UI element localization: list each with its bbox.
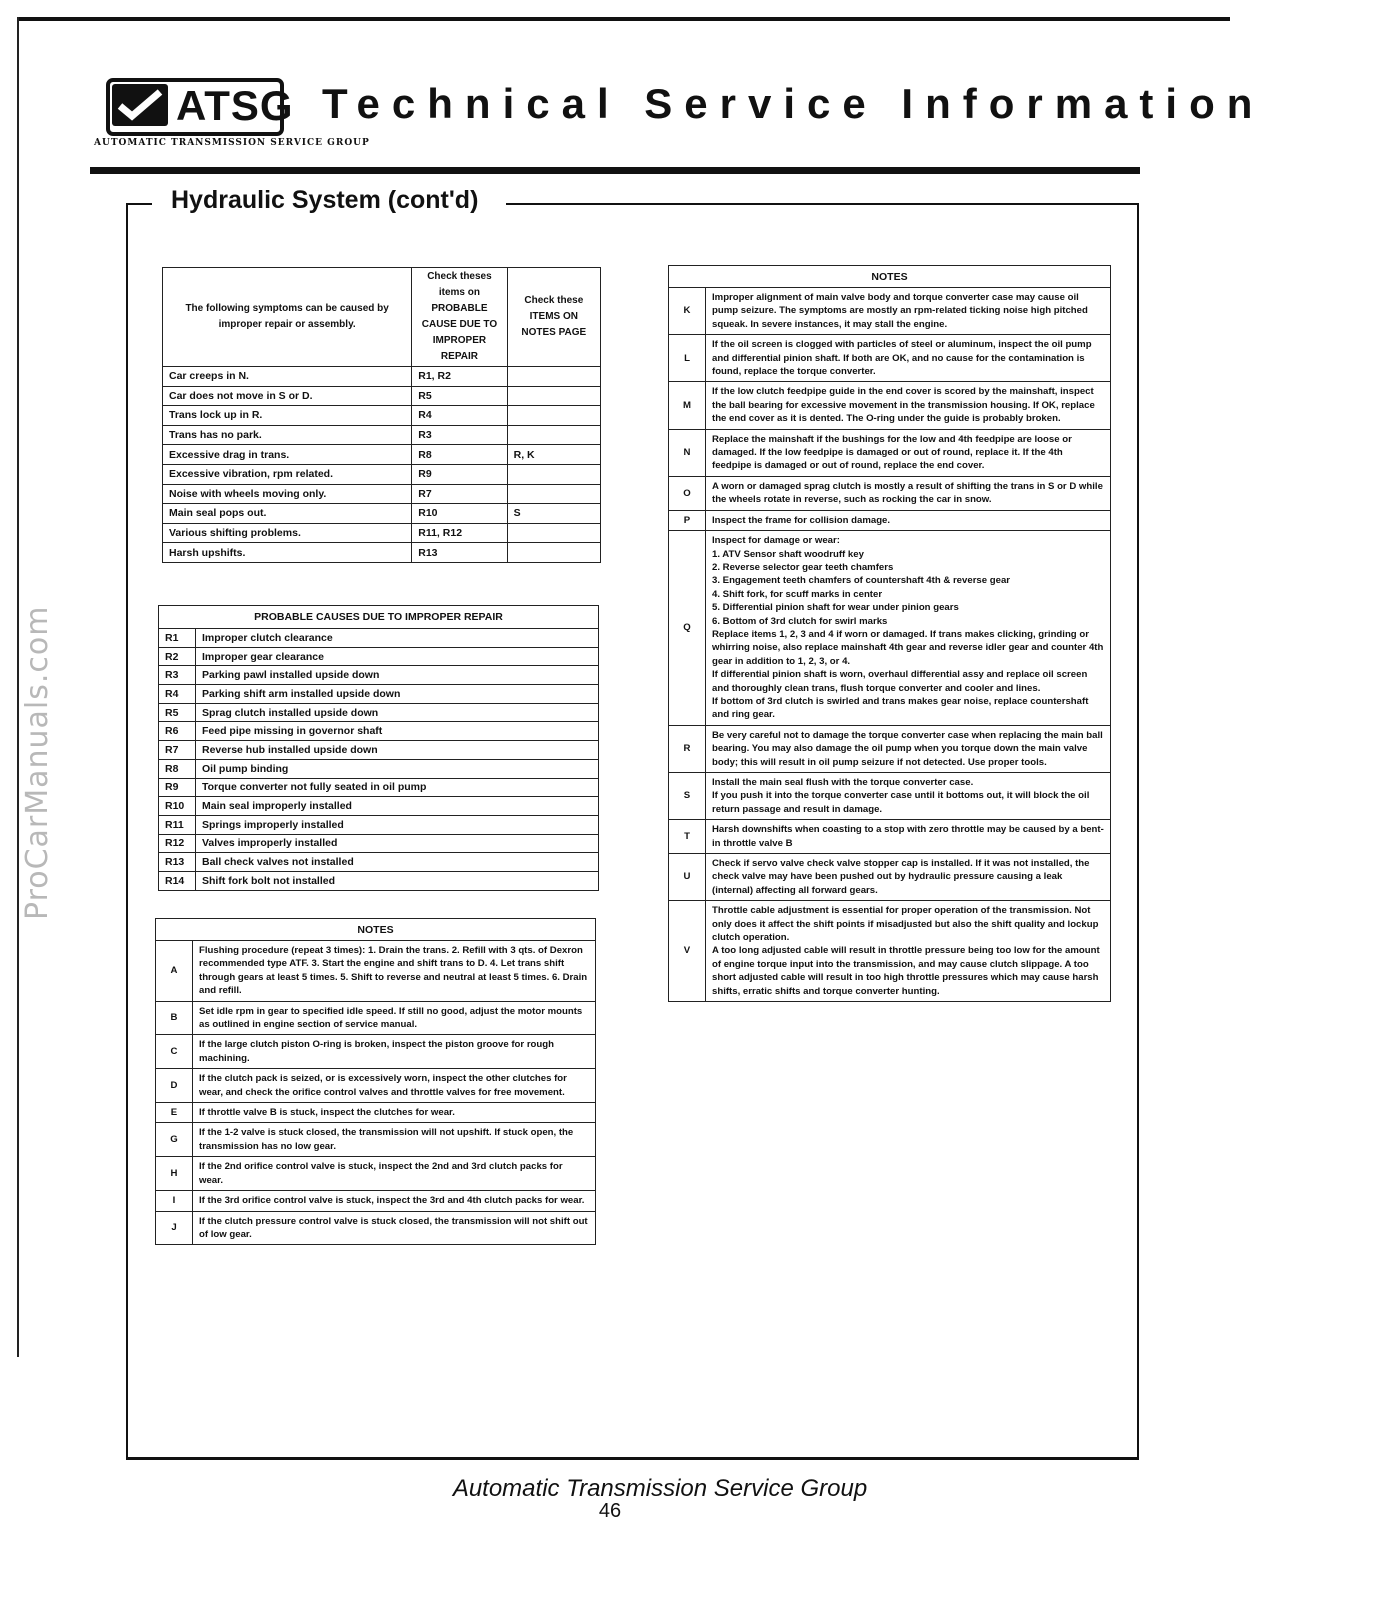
header-rule bbox=[90, 167, 1140, 174]
table-row bbox=[669, 510, 1111, 530]
table-row bbox=[156, 1191, 596, 1211]
note-key: M bbox=[669, 382, 706, 429]
table-row bbox=[669, 429, 1111, 476]
table-row bbox=[163, 504, 601, 524]
cause-code: R3 bbox=[159, 666, 196, 685]
note-text: If the 2nd orifice control valve is stuck, inspect the 2nd and 3rd clutch packs for wear. bbox=[193, 1157, 596, 1191]
note-cell bbox=[507, 425, 600, 445]
cause-code: R7 bbox=[159, 741, 196, 760]
note-text: If the clutch pack is seized, or is excessively worn, inspect the other clutches for wear, and check the orifice control valves and throttle valves for free movement. bbox=[193, 1069, 596, 1103]
cause-cell: R5 bbox=[412, 386, 507, 406]
note-cell bbox=[507, 523, 600, 543]
cause-code: R10 bbox=[159, 797, 196, 816]
note-text: A worn or damaged sprag clutch is mostly a result of shifting the trans in S or D while the wheels rotate in reverse, such as rocking the car in snow. bbox=[706, 476, 1111, 510]
causes-header-row bbox=[159, 606, 599, 629]
cause-code: R14 bbox=[159, 871, 196, 890]
symptom-cell: Excessive drag in trans. bbox=[163, 445, 412, 465]
note-key: A bbox=[156, 941, 193, 1002]
note-key: B bbox=[156, 1001, 193, 1035]
note-line: Throttle cable adjustment is essential for proper operation of the transmission. Not only does it affect the shift points if misadjusted but also the shift quality and lockup clutch operation. bbox=[712, 905, 1099, 944]
table-row bbox=[159, 666, 599, 685]
footer-title: Automatic Transmission Service Group bbox=[452, 1475, 868, 1502]
note-cell bbox=[507, 543, 600, 563]
note-text: Improper alignment of main valve body and torque converter case may cause oil pump seizure. The symptoms are mostly an rpm-related ticking noise high pitched squeak. In severe instances, it may stall the engine. bbox=[706, 288, 1111, 335]
cause-text: Sprag clutch installed upside down bbox=[196, 703, 599, 722]
note-key: P bbox=[669, 510, 706, 530]
note-text: Be very careful not to damage the torque converter case when replacing the main ball bearing. You may also damage the oil pump when you torque down the main valve body; this will result in oil pump seizure if not detected. Use proper tools. bbox=[706, 725, 1111, 772]
note-key: N bbox=[669, 429, 706, 476]
notes-right-table bbox=[668, 265, 1111, 1002]
note-key: C bbox=[156, 1035, 193, 1069]
cause-cell: R1, R2 bbox=[412, 367, 507, 387]
frame-top-rule bbox=[506, 203, 1139, 205]
symptom-cell: Harsh upshifts. bbox=[163, 543, 412, 563]
cause-text: Springs improperly installed bbox=[196, 815, 599, 834]
note-line: Install the main seal flush with the torque converter case. bbox=[712, 777, 974, 788]
note-key: T bbox=[669, 820, 706, 854]
cause-code: R4 bbox=[159, 685, 196, 704]
table-row bbox=[156, 1123, 596, 1157]
table-row bbox=[669, 854, 1111, 901]
note-cell bbox=[507, 406, 600, 426]
note-text: If the large clutch piston O-ring is broken, inspect the piston groove for rough machining. bbox=[193, 1035, 596, 1069]
cause-text: Main seal improperly installed bbox=[196, 797, 599, 816]
section-title: Hydraulic System (cont'd) bbox=[165, 186, 484, 215]
table-row bbox=[669, 773, 1111, 820]
note-cell bbox=[507, 464, 600, 484]
note-key: I bbox=[156, 1191, 193, 1211]
note-key: D bbox=[156, 1069, 193, 1103]
table-row bbox=[159, 778, 599, 797]
notes-left-header-row bbox=[156, 919, 596, 941]
symptom-cell: Trans lock up in R. bbox=[163, 406, 412, 426]
table-row bbox=[159, 815, 599, 834]
checkmark-icon bbox=[112, 84, 168, 126]
page-top-rule bbox=[18, 17, 1230, 21]
note-text: Harsh downshifts when coasting to a stop with zero throttle may be caused by a bent-in throttle valve B bbox=[706, 820, 1111, 854]
cause-text: Ball check valves not installed bbox=[196, 853, 599, 872]
probable-causes-table bbox=[158, 605, 599, 891]
note-text: If throttle valve B is stuck, inspect the clutches for wear. bbox=[193, 1103, 596, 1123]
causes-col-header: Check theses items on PROBABLE CAUSE DUE TO IMPROPER REPAIR bbox=[412, 268, 507, 367]
table-row bbox=[159, 871, 599, 890]
cause-code: R6 bbox=[159, 722, 196, 741]
note-key: L bbox=[669, 335, 706, 382]
notes-left-title: NOTES bbox=[156, 919, 596, 941]
note-key: R bbox=[669, 725, 706, 772]
symptom-cell: Main seal pops out. bbox=[163, 504, 412, 524]
cause-text: Improper gear clearance bbox=[196, 647, 599, 666]
table-row bbox=[159, 759, 599, 778]
note-key: S bbox=[669, 773, 706, 820]
note-line: A too long adjusted cable will result in throttle pressure being too low for the amount of engine torque input into the transmission, and may cause clutch slippage. A too short adjusted cable will result in too high throttle pressures which may cause harsh shifts, erratic shifts and torque converter hunting. bbox=[712, 945, 1100, 997]
note-line: Replace items 1, 2, 3 and 4 if worn or damaged. If trans makes clicking, grinding or whirring noise, also replace mainshaft 4th gear and reverse idler gear and counter 4th gear in addition to 1, 2, 3, or 4. bbox=[712, 628, 1104, 667]
table-row bbox=[163, 425, 601, 445]
table-row bbox=[669, 531, 1111, 726]
cause-cell: R13 bbox=[412, 543, 507, 563]
cause-text: Reverse hub installed upside down bbox=[196, 741, 599, 760]
note-key: U bbox=[669, 854, 706, 901]
notes-left-table bbox=[155, 918, 596, 1245]
table-row bbox=[159, 647, 599, 666]
symptoms-col-header: The following symptoms can be caused by improper repair or assembly. bbox=[163, 268, 412, 367]
logo-subtitle: AUTOMATIC TRANSMISSION SERVICE GROUP bbox=[94, 138, 370, 148]
cause-code: R1 bbox=[159, 629, 196, 648]
note-cell: S bbox=[507, 504, 600, 524]
note-line: 1. ATV Sensor shaft woodruff key bbox=[712, 548, 864, 560]
table-row bbox=[669, 335, 1111, 382]
note-cell bbox=[507, 367, 600, 387]
note-line: 4. Shift fork, for scuff marks in center bbox=[712, 588, 883, 600]
watermark: ProCarManuals.com bbox=[20, 605, 55, 920]
note-text: If the clutch pressure control valve is stuck closed, the transmission will not shift out of low gear. bbox=[193, 1211, 596, 1245]
cause-text: Valves improperly installed bbox=[196, 834, 599, 853]
note-key: J bbox=[156, 1211, 193, 1245]
notes-col-header: Check these ITEMS ON NOTES PAGE bbox=[507, 268, 600, 367]
cause-cell: R8 bbox=[412, 445, 507, 465]
table-row bbox=[669, 382, 1111, 429]
cause-code: R8 bbox=[159, 759, 196, 778]
causes-title: PROBABLE CAUSES DUE TO IMPROPER REPAIR bbox=[159, 606, 599, 629]
table-row bbox=[156, 1211, 596, 1245]
note-text-list bbox=[706, 531, 1111, 726]
note-text: If the oil screen is clogged with particles of steel or aluminum, inspect the oil pump and differential pinion shaft. If both are OK, and no cause for the contamination is found, replace the torque converter. bbox=[706, 335, 1111, 382]
table-row bbox=[163, 367, 601, 387]
note-line: 6. Bottom of 3rd clutch for swirl marks bbox=[712, 615, 888, 627]
cause-text: Oil pump binding bbox=[196, 759, 599, 778]
note-line: If bottom of 3rd clutch is swirled and trans makes gear noise, replace countershaft and ring gear. bbox=[712, 695, 1089, 721]
symptom-cell: Noise with wheels moving only. bbox=[163, 484, 412, 504]
frame-corner-tick bbox=[126, 203, 152, 205]
note-text: Flushing procedure (repeat 3 times): 1. Drain the trans. 2. Refill with 3 qts. of Dexron recommended type ATF. 3. Start the engine and shift trans to D. 4. Let trans shift through gears at least 5 times. 5. Shift to reverse and neutral at least 5 times. 6. Drain and refill. bbox=[193, 941, 596, 1002]
table-row bbox=[156, 1069, 596, 1103]
page-left-rule bbox=[17, 17, 19, 1357]
table-row bbox=[669, 288, 1111, 335]
note-key: H bbox=[156, 1157, 193, 1191]
note-line: Inspect for damage or wear: bbox=[712, 535, 840, 547]
note-text: If the low clutch feedpipe guide in the end cover is scored by the mainshaft, inspect the ball bearing for excessive movement in the transmission housing. If OK, replace the end cover as it is dented. The O-ring under the guide is probably broken. bbox=[706, 382, 1111, 429]
table-row bbox=[156, 1035, 596, 1069]
cause-text: Parking shift arm installed upside down bbox=[196, 685, 599, 704]
note-line: 3. Engagement teeth chamfers of countershaft 4th & reverse gear bbox=[712, 575, 1011, 587]
note-text: Inspect the frame for collision damage. bbox=[706, 510, 1111, 530]
table-row bbox=[159, 703, 599, 722]
notes-right-title: NOTES bbox=[669, 266, 1111, 288]
note-text: Replace the mainshaft if the bushings for the low and 4th feedpipe are loose or damaged. If the low feedpipe is damaged or out of round, replace it. If the 4th feedpipe is damaged or out of round, replace the end cover. bbox=[706, 429, 1111, 476]
notes-right-header-row bbox=[669, 266, 1111, 288]
note-cell bbox=[507, 484, 600, 504]
note-key: O bbox=[669, 476, 706, 510]
cause-code: R9 bbox=[159, 778, 196, 797]
table-row bbox=[156, 1103, 596, 1123]
table-row bbox=[669, 476, 1111, 510]
table-row bbox=[156, 941, 596, 1002]
note-key: G bbox=[156, 1123, 193, 1157]
atsg-logo bbox=[88, 74, 370, 158]
cause-code: R13 bbox=[159, 853, 196, 872]
note-text: Check if servo valve check valve stopper cap is installed. If it was not installed, the check valve may have been pushed out by hydraulic pressure causing a leak (internal) affecting all forward gears. bbox=[706, 854, 1111, 901]
note-text-list bbox=[706, 773, 1111, 820]
table-row bbox=[163, 406, 601, 426]
logo-wordmark: ATSG bbox=[176, 82, 294, 129]
cause-text: Shift fork bolt not installed bbox=[196, 871, 599, 890]
table-row bbox=[159, 685, 599, 704]
note-cell: R, K bbox=[507, 445, 600, 465]
cause-cell: R11, R12 bbox=[412, 523, 507, 543]
cause-text: Improper clutch clearance bbox=[196, 629, 599, 648]
table-row bbox=[159, 629, 599, 648]
note-key: E bbox=[156, 1103, 193, 1123]
table-row bbox=[163, 543, 601, 563]
table-row bbox=[669, 725, 1111, 772]
symptom-cell: Excessive vibration, rpm related. bbox=[163, 464, 412, 484]
cause-code: R5 bbox=[159, 703, 196, 722]
symptoms-table bbox=[162, 267, 601, 563]
cause-cell: R7 bbox=[412, 484, 507, 504]
table-row bbox=[163, 484, 601, 504]
table-row bbox=[163, 464, 601, 484]
cause-code: R12 bbox=[159, 834, 196, 853]
symptom-cell: Car creeps in N. bbox=[163, 367, 412, 387]
note-line: If you push it into the torque converter case until it bottoms out, it will block the oil return passage and result in damage. bbox=[712, 790, 1090, 815]
note-text: If the 3rd orifice control valve is stuck, inspect the 3rd and 4th clutch packs for wear. bbox=[193, 1191, 596, 1211]
page-number: 46 bbox=[598, 1500, 622, 1522]
cause-code: R11 bbox=[159, 815, 196, 834]
note-key: Q bbox=[669, 531, 706, 726]
page-header-title: Technical Service Information bbox=[322, 80, 1265, 127]
table-row bbox=[163, 386, 601, 406]
note-text: Set idle rpm in gear to specified idle speed. If still no good, adjust the motor mounts as outlined in engine section of service manual. bbox=[193, 1001, 596, 1035]
table-row bbox=[159, 722, 599, 741]
cause-cell: R10 bbox=[412, 504, 507, 524]
symptom-cell: Various shifting problems. bbox=[163, 523, 412, 543]
note-line: 2. Reverse selector gear teeth chamfers bbox=[712, 561, 894, 573]
symptom-cell: Car does not move in S or D. bbox=[163, 386, 412, 406]
cause-cell: R9 bbox=[412, 464, 507, 484]
note-key: K bbox=[669, 288, 706, 335]
note-text-list bbox=[706, 901, 1111, 1002]
table-row bbox=[669, 820, 1111, 854]
cause-text: Torque converter not fully seated in oil pump bbox=[196, 778, 599, 797]
note-text: If the 1-2 valve is stuck closed, the transmission will not upshift. If stuck open, the transmission has no low gear. bbox=[193, 1123, 596, 1157]
table-row bbox=[669, 901, 1111, 1002]
table-row bbox=[159, 853, 599, 872]
cause-code: R2 bbox=[159, 647, 196, 666]
table-row bbox=[156, 1157, 596, 1191]
cause-cell: R4 bbox=[412, 406, 507, 426]
note-key: V bbox=[669, 901, 706, 1002]
table-row bbox=[163, 445, 601, 465]
symptom-cell: Trans has no park. bbox=[163, 425, 412, 445]
symptoms-header-row bbox=[163, 268, 601, 367]
table-row bbox=[159, 834, 599, 853]
note-cell bbox=[507, 386, 600, 406]
table-row bbox=[156, 1001, 596, 1035]
note-line: 5. Differential pinion shaft for wear under pinion gears bbox=[712, 602, 959, 614]
cause-text: Parking pawl installed upside down bbox=[196, 666, 599, 685]
cause-text: Feed pipe missing in governor shaft bbox=[196, 722, 599, 741]
cause-cell: R3 bbox=[412, 425, 507, 445]
table-row bbox=[159, 741, 599, 760]
note-line: If differential pinion shaft is worn, overhaul differential assy and replace oil screen and thoroughly clean trans, flush torque converter and cooler and lines. bbox=[712, 669, 1088, 694]
table-row bbox=[159, 797, 599, 816]
table-row bbox=[163, 523, 601, 543]
